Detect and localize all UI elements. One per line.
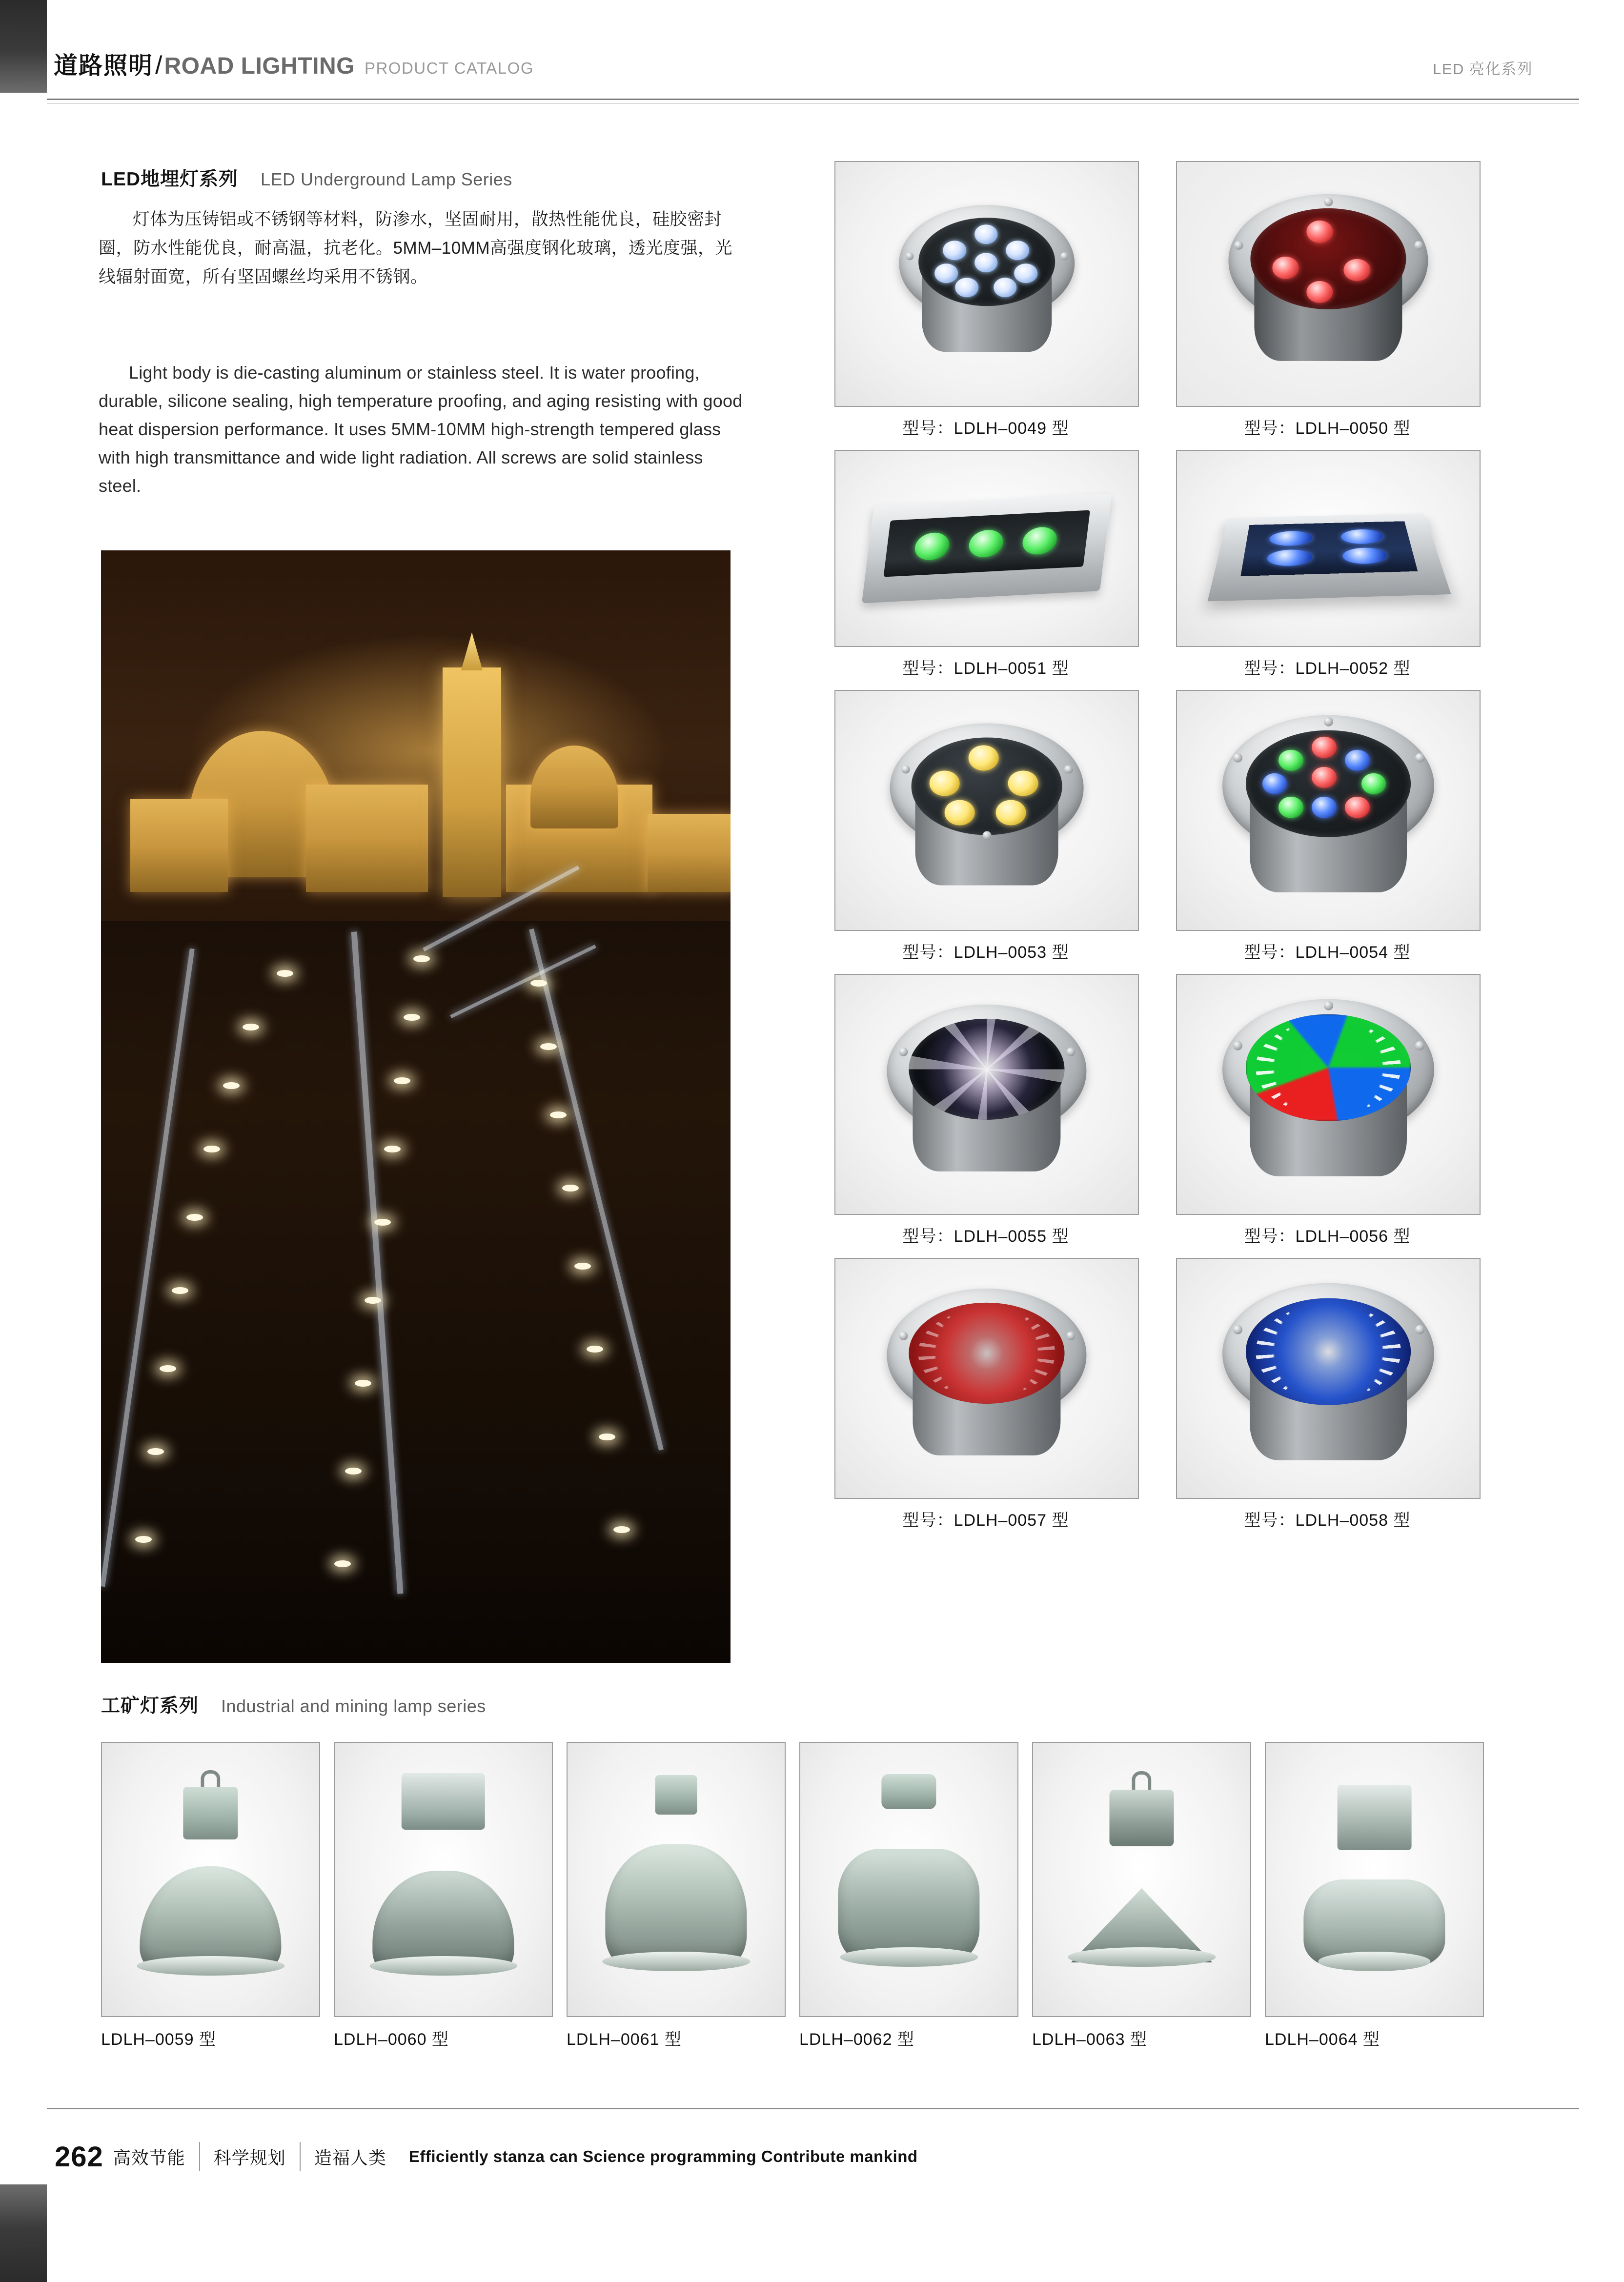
section-title-underground-cn: LED地埋灯系列	[101, 169, 239, 190]
header-title-group	[54, 47, 534, 81]
footer-divider	[47, 2108, 1579, 2109]
product-card-LDLH-0056[interactable]	[1176, 974, 1479, 1247]
product-image-LDLH-0061	[567, 1742, 786, 2017]
product-caption-LDLH-0051: 型号：LDLH–0051 型	[902, 659, 1069, 678]
product-card-LDLH-0053[interactable]	[834, 690, 1137, 963]
product-card-LDLH-0055[interactable]	[834, 974, 1137, 1247]
page-number: 262	[55, 2141, 103, 2173]
product-image-LDLH-0056	[1176, 974, 1481, 1215]
product-card-LDLH-0063[interactable]	[1032, 1742, 1249, 2050]
product-card-LDLH-0057[interactable]	[834, 1258, 1137, 1531]
footer-separator-2	[300, 2142, 301, 2171]
product-image-LDLH-0059	[101, 1742, 320, 2017]
page-header	[47, 44, 1579, 107]
product-image-LDLH-0054	[1176, 690, 1481, 931]
product-card-LDLH-0058[interactable]	[1176, 1258, 1479, 1531]
intro-paragraph-cn: 灯体为压铸铝或不锈钢等材料，防渗水，坚固耐用，散热性能优良，硅胶密封圈，防水性能优良，耐高温，抗老化。5MM–10MM高强度钢化玻璃，透光度强，光线辐射面宽，所有坚固螺丝均采用不锈钢。	[99, 210, 732, 286]
product-caption-LDLH-0057: 型号：LDLH–0057 型	[902, 1511, 1069, 1530]
product-caption-LDLH-0050: 型号：LDLH–0050 型	[1244, 419, 1411, 438]
section-title-industrial-cn: 工矿灯系列	[101, 1696, 199, 1717]
header-subtitle-en: PRODUCT CATALOG	[364, 59, 534, 77]
product-image-LDLH-0052	[1176, 450, 1481, 647]
photo-clock-tower	[443, 667, 501, 897]
product-caption-LDLH-0063: LDLH–0063 型	[1032, 2030, 1147, 2049]
intro-paragraph-en: Light body is die-casting aluminum or stainless steel. It is water proofing, durable, silicone sealing, high temperature proofing, and aging resisting with good heat dispersion performance. It uses 5MM-10MM high-strength tempered glass with high transmittance and wide light radiation. All screws are solid stainless steel.	[99, 363, 743, 496]
footer-separator-1	[199, 2142, 200, 2171]
section-title-industrial	[101, 1691, 486, 1718]
product-image-LDLH-0050	[1176, 161, 1481, 407]
product-card-LDLH-0049[interactable]	[834, 161, 1137, 439]
product-card-LDLH-0059[interactable]	[101, 1742, 318, 2050]
night-street-stair-lighting-photo	[101, 550, 731, 1663]
product-image-LDLH-0051	[834, 450, 1139, 647]
page-corner-decoration-bottom	[0, 2184, 47, 2282]
product-caption-LDLH-0054: 型号：LDLH–0054 型	[1244, 943, 1411, 962]
section-title-underground-en: LED Underground Lamp Series	[261, 169, 512, 189]
product-caption-LDLH-0060: LDLH–0060 型	[334, 2030, 449, 2049]
page-corner-decoration-top	[0, 0, 47, 93]
header-divider	[47, 99, 1579, 100]
photo-stair-lights	[101, 950, 731, 1663]
header-series-label: LED 亮化系列	[1433, 61, 1533, 78]
product-caption-LDLH-0058: 型号：LDLH–0058 型	[1244, 1511, 1411, 1530]
product-image-LDLH-0062	[799, 1742, 1018, 2017]
footer-slogan-en: Efficiently stanza can Science programming Contribute mankind	[408, 2147, 918, 2165]
product-caption-LDLH-0053: 型号：LDLH–0053 型	[902, 943, 1069, 962]
product-caption-LDLH-0049: 型号：LDLH–0049 型	[902, 419, 1069, 438]
product-card-LDLH-0061[interactable]	[567, 1742, 784, 2050]
product-caption-LDLH-0059: LDLH–0059 型	[101, 2030, 216, 2049]
product-card-LDLH-0062[interactable]	[799, 1742, 1016, 2050]
product-image-LDLH-0053	[834, 690, 1139, 931]
section-title-industrial-en: Industrial and mining lamp series	[221, 1696, 486, 1716]
product-image-LDLH-0063	[1032, 1742, 1251, 2017]
photo-buildings	[101, 638, 731, 950]
product-image-LDLH-0055	[834, 974, 1139, 1215]
header-title-separator: /	[155, 51, 162, 80]
product-image-LDLH-0057	[834, 1258, 1139, 1499]
section-title-underground	[101, 164, 512, 191]
header-title-cn: 道路照明	[54, 53, 154, 79]
product-caption-LDLH-0064: LDLH–0064 型	[1265, 2030, 1380, 2049]
product-caption-LDLH-0055: 型号：LDLH–0055 型	[902, 1227, 1069, 1246]
product-card-LDLH-0064[interactable]	[1265, 1742, 1482, 2050]
product-image-LDLH-0060	[334, 1742, 553, 2017]
page-footer	[47, 2127, 1579, 2186]
product-image-LDLH-0064	[1265, 1742, 1484, 2017]
product-card-LDLH-0051[interactable]	[834, 450, 1137, 679]
product-image-LDLH-0049	[834, 161, 1139, 407]
header-title-en: ROAD LIGHTING	[164, 53, 355, 79]
footer-slogan-3: 造福人类	[314, 2147, 386, 2168]
product-caption-LDLH-0056: 型号：LDLH–0056 型	[1244, 1227, 1411, 1246]
product-caption-LDLH-0052: 型号：LDLH–0052 型	[1244, 659, 1411, 678]
product-card-LDLH-0050[interactable]	[1176, 161, 1479, 439]
footer-slogan-2: 科学规划	[213, 2147, 286, 2168]
header-divider-thin	[47, 103, 1579, 104]
product-card-LDLH-0060[interactable]	[334, 1742, 551, 2050]
product-card-LDLH-0054[interactable]	[1176, 690, 1479, 963]
product-caption-LDLH-0062: LDLH–0062 型	[799, 2030, 914, 2049]
product-card-LDLH-0052[interactable]	[1176, 450, 1479, 679]
footer-slogan-1: 高效节能	[113, 2147, 185, 2168]
product-caption-LDLH-0061: LDLH–0061 型	[567, 2030, 682, 2049]
product-image-LDLH-0058	[1176, 1258, 1481, 1499]
